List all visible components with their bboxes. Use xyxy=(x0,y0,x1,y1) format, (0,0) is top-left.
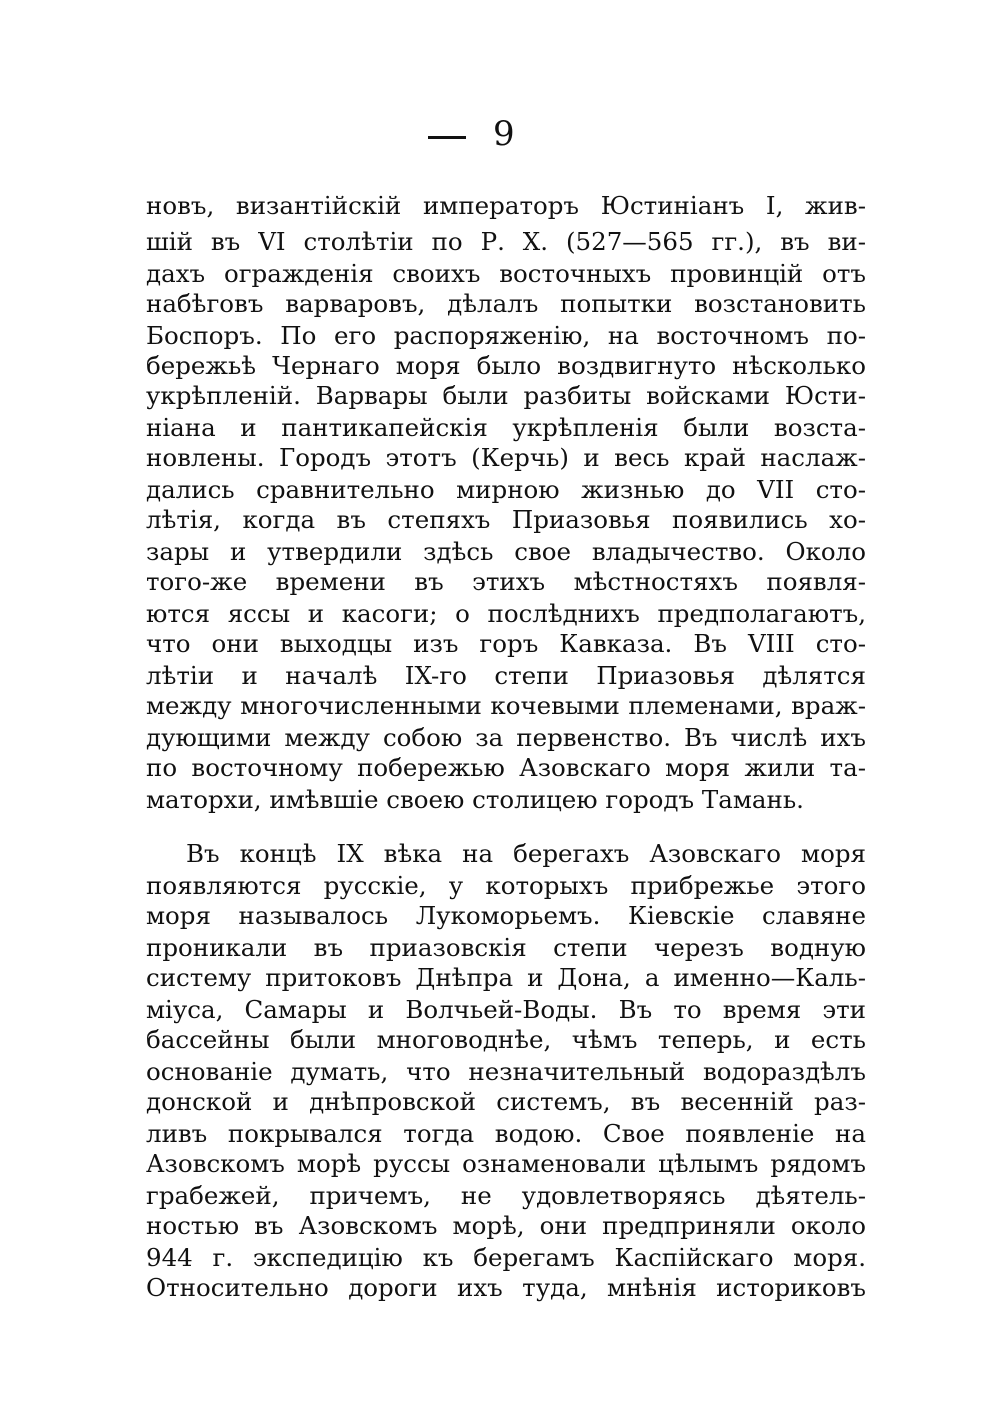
text-line: между многочисленными кочевыми племенами, враж- xyxy=(146,691,866,720)
text-line: бассейны были многоводнѣе, чѣмъ теперь, и есть xyxy=(146,1025,866,1054)
text-line: маторхи, имѣвшіе своею столицею городъ Тамань. xyxy=(146,785,804,814)
text-line: набѣговъ варваровъ, дѣлалъ попытки возстановить xyxy=(146,289,866,318)
text-line: ностью въ Азовскомъ морѣ, они предприняли около xyxy=(146,1211,866,1240)
text-line: новлены. Городъ этотъ (Керчь) и весь край наслаж- xyxy=(146,443,866,472)
text-line: основаніе думать, что незначительный водораздѣлъ xyxy=(146,1057,866,1086)
text-line: дахъ огражденія своихъ восточныхъ провинцій отъ xyxy=(146,259,866,288)
text-line: зары и утвердили здѣсь свое владычество. Около xyxy=(146,537,866,566)
text-line: дующими между собою за первенство. Въ числѣ ихъ xyxy=(146,723,866,752)
text-line: 944 г. экспедицію къ берегамъ Каспійскаго моря. xyxy=(146,1243,866,1272)
text-line: появляются русскіе, у которыхъ прибрежье этого xyxy=(146,871,866,900)
text-line: систему притоковъ Днѣпра и Дона, а именно—Каль- xyxy=(146,963,866,992)
text-line: міуса, Самары и Волчьей-Воды. Въ то время эти xyxy=(146,995,866,1024)
page-number: 9 xyxy=(493,114,515,154)
text-line: новъ, византійскій императоръ Юстиніанъ I, жив- xyxy=(146,191,866,220)
text-line: ливъ покрывался тогда водою. Свое появленіе на xyxy=(146,1119,866,1148)
header-dash xyxy=(428,136,466,139)
text-line: грабежей, причемъ, не удовлетворяясь дѣятель- xyxy=(146,1181,866,1210)
text-line: ются яссы и касоги; о послѣднихъ предполагаютъ, xyxy=(146,599,866,628)
text-line: донской и днѣпровской системъ, въ весенній раз- xyxy=(146,1087,866,1116)
page-header xyxy=(0,112,1000,160)
text-line: шій въ VI столѣтіи по Р. Х. (527—565 гг.), въ ви- xyxy=(146,227,866,256)
text-line: Въ концѣ IX вѣка на берегахъ Азовскаго моря xyxy=(186,839,866,868)
text-line: того-же времени въ этихъ мѣстностяхъ появля- xyxy=(146,567,866,596)
text-line: Боспоръ. По его распоряженію, на восточномъ по- xyxy=(146,321,866,350)
text-line: Относительно дороги ихъ туда, мнѣнія историковъ xyxy=(146,1273,866,1302)
text-line: ніана и пантикапейскія укрѣпленія были возста- xyxy=(146,413,866,442)
text-line: укрѣпленій. Варвары были разбиты войсками Юсти- xyxy=(146,381,866,410)
text-line: дались сравнительно мирною жизнью до VII сто- xyxy=(146,475,866,504)
text-line: бережьѣ Чернаго моря было воздвигнуто нѣсколько xyxy=(146,351,866,380)
text-line: проникали въ приазовскія степи черезъ водную xyxy=(146,933,866,962)
text-line: лѣтія, когда въ степяхъ Приазовья появились хо- xyxy=(146,505,866,534)
text-line: Азовскомъ морѣ руссы ознаменовали цѣлымъ рядомъ xyxy=(146,1149,866,1178)
text-line: лѣтіи и началѣ IX-го степи Приазовья дѣлятся xyxy=(146,661,866,690)
text-line: моря называлось Лукоморьемъ. Кіевскіе славяне xyxy=(146,901,866,930)
text-line: что они выходцы изъ горъ Кавказа. Въ VIII сто- xyxy=(146,629,866,658)
text-line: по восточному побережью Азовскаго моря жили та- xyxy=(146,753,866,782)
